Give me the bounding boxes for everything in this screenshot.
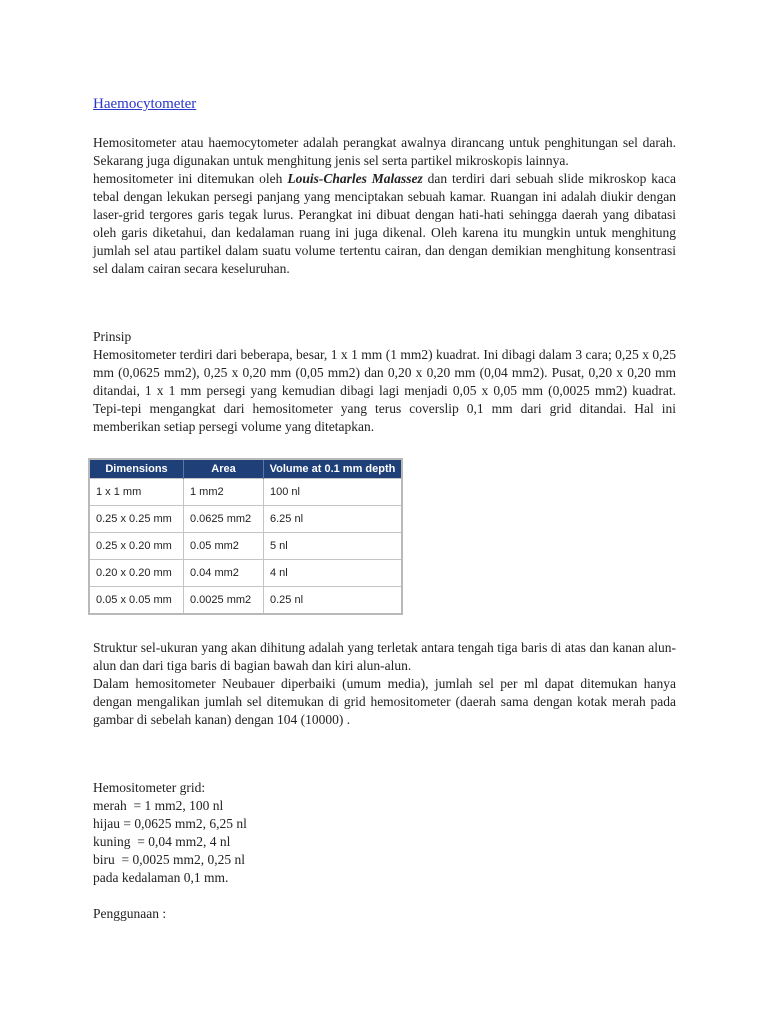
intro-paragraph-2 xyxy=(93,170,676,278)
table-cell: 100 nl xyxy=(264,479,403,506)
structure-paragraph-1: Struktur sel-ukuran yang akan dihitung adalah yang terletak antara tengah tiga baris di atas dan kanan alun-alun dan dari tiga baris di bagian bawah dan kiri alun-alun. xyxy=(93,640,676,673)
table-cell: 0.25 x 0.20 mm xyxy=(89,533,184,560)
spacer xyxy=(93,887,676,905)
table-row xyxy=(89,560,402,587)
table-cell: 1 x 1 mm xyxy=(89,479,184,506)
table-cell: 0.20 x 0.20 mm xyxy=(89,560,184,587)
intro-text-before: hemositometer ini ditemukan oleh xyxy=(93,171,288,186)
structure-paragraph-2: Dalam hemositometer Neubauer diperbaiki (umum media), jumlah sel per ml dapat ditemukan hanya dengan mengalikan jumlah sel ditemukan di grid hemositometer (daerah sama dengan kotak merah pada gambar di sebelah kanan) dengan 104 (10000) . xyxy=(93,676,676,727)
spacer xyxy=(93,278,676,328)
table-row xyxy=(89,479,402,506)
header-dimensions: Dimensions xyxy=(89,459,184,479)
table-cell: 0.0625 mm2 xyxy=(184,506,264,533)
author-name: Louis-Charles Malassez xyxy=(287,171,423,186)
grid-heading: Hemositometer grid: xyxy=(93,780,206,795)
table-cell: 0.25 nl xyxy=(264,587,403,615)
spacer xyxy=(93,729,676,779)
table-row xyxy=(89,587,402,615)
intro-paragraph-1: Hemositometer atau haemocytometer adalah perangkat awalnya dirancang untuk penghitungan sel darah. Sekarang juga digunakan untuk menghitung jenis sel serta partikel mikroskopis lainnya. xyxy=(93,135,676,168)
table-row xyxy=(89,506,402,533)
table-header-row xyxy=(89,459,402,479)
grid-line-green: hijau = 0,0625 mm2, 6,25 nl xyxy=(93,816,247,831)
principle-heading: Prinsip xyxy=(93,329,132,344)
table-cell: 0.04 mm2 xyxy=(184,560,264,587)
grid-line-blue: biru = 0,0025 mm2, 0,25 nl xyxy=(93,852,245,867)
grid-line-depth: pada kedalaman 0,1 mm. xyxy=(93,870,229,885)
table-cell: 0.05 x 0.05 mm xyxy=(89,587,184,615)
table-cell: 0.25 x 0.25 mm xyxy=(89,506,184,533)
grid-line-red: merah = 1 mm2, 100 nl xyxy=(93,798,224,813)
table-cell: 5 nl xyxy=(264,533,403,560)
page-title[interactable]: Haemocytometer xyxy=(93,96,197,112)
table-cell: 1 mm2 xyxy=(184,479,264,506)
table-cell: 0.0025 mm2 xyxy=(184,587,264,615)
table-cell: 6.25 nl xyxy=(264,506,403,533)
document-body xyxy=(93,94,676,923)
table-row xyxy=(89,533,402,560)
table-cell: 0.05 mm2 xyxy=(184,533,264,560)
header-volume: Volume at 0.1 mm depth xyxy=(264,459,403,479)
grid-line-yellow: kuning = 0,04 mm2, 4 nl xyxy=(93,834,231,849)
header-area: Area xyxy=(184,459,264,479)
dimensions-table xyxy=(88,458,403,615)
intro-text-after: dan terdiri dari sebuah slide mikroskop kaca tebal dengan lekukan persegi panjang yang menciptakan sebuah kamar. Ruangan ini adalah diukir dengan laser-grid tergores garis tegak lurus. Perangkat ini dibuat dengan hati-hati sehingga daerah yang dibatasi oleh garis diketahui, dan kedalaman ruang ini juga dikenal. Oleh karena itu mungkin untuk menghitung jumlah sel atau partikel dalam suatu volume tertentu cairan, dan dengan demikian menghitung konsentrasi sel dalam cairan secara keseluruhan. xyxy=(93,171,676,276)
structure-section xyxy=(93,639,676,729)
usage-heading: Penggunaan : xyxy=(93,906,167,921)
principle-paragraph: Hemositometer terdiri dari beberapa, besar, 1 x 1 mm (1 mm2) kuadrat. Ini dibagi dalam 3 cara; 0,25 x 0,25 mm (0,0625 mm2), 0,25 x 0,20 mm (0,05 mm2) dan 0,20 x 0,20 mm (0,04 mm2). Pusat, 0,20 x 0,20 mm ditandai, 1 x 1 mm persegi yang kemudian dibagi lagi menjadi 0,05 x 0,05 mm (0,0025 mm2) kuadrat. Tepi-tepi mengangkat dari hemositometer yang terus coverslip 0,1 mm dari grid ditandai. Hal ini memberikan setiap persegi volume yang ditetapkan. xyxy=(93,347,676,434)
table-cell: 4 nl xyxy=(264,560,403,587)
